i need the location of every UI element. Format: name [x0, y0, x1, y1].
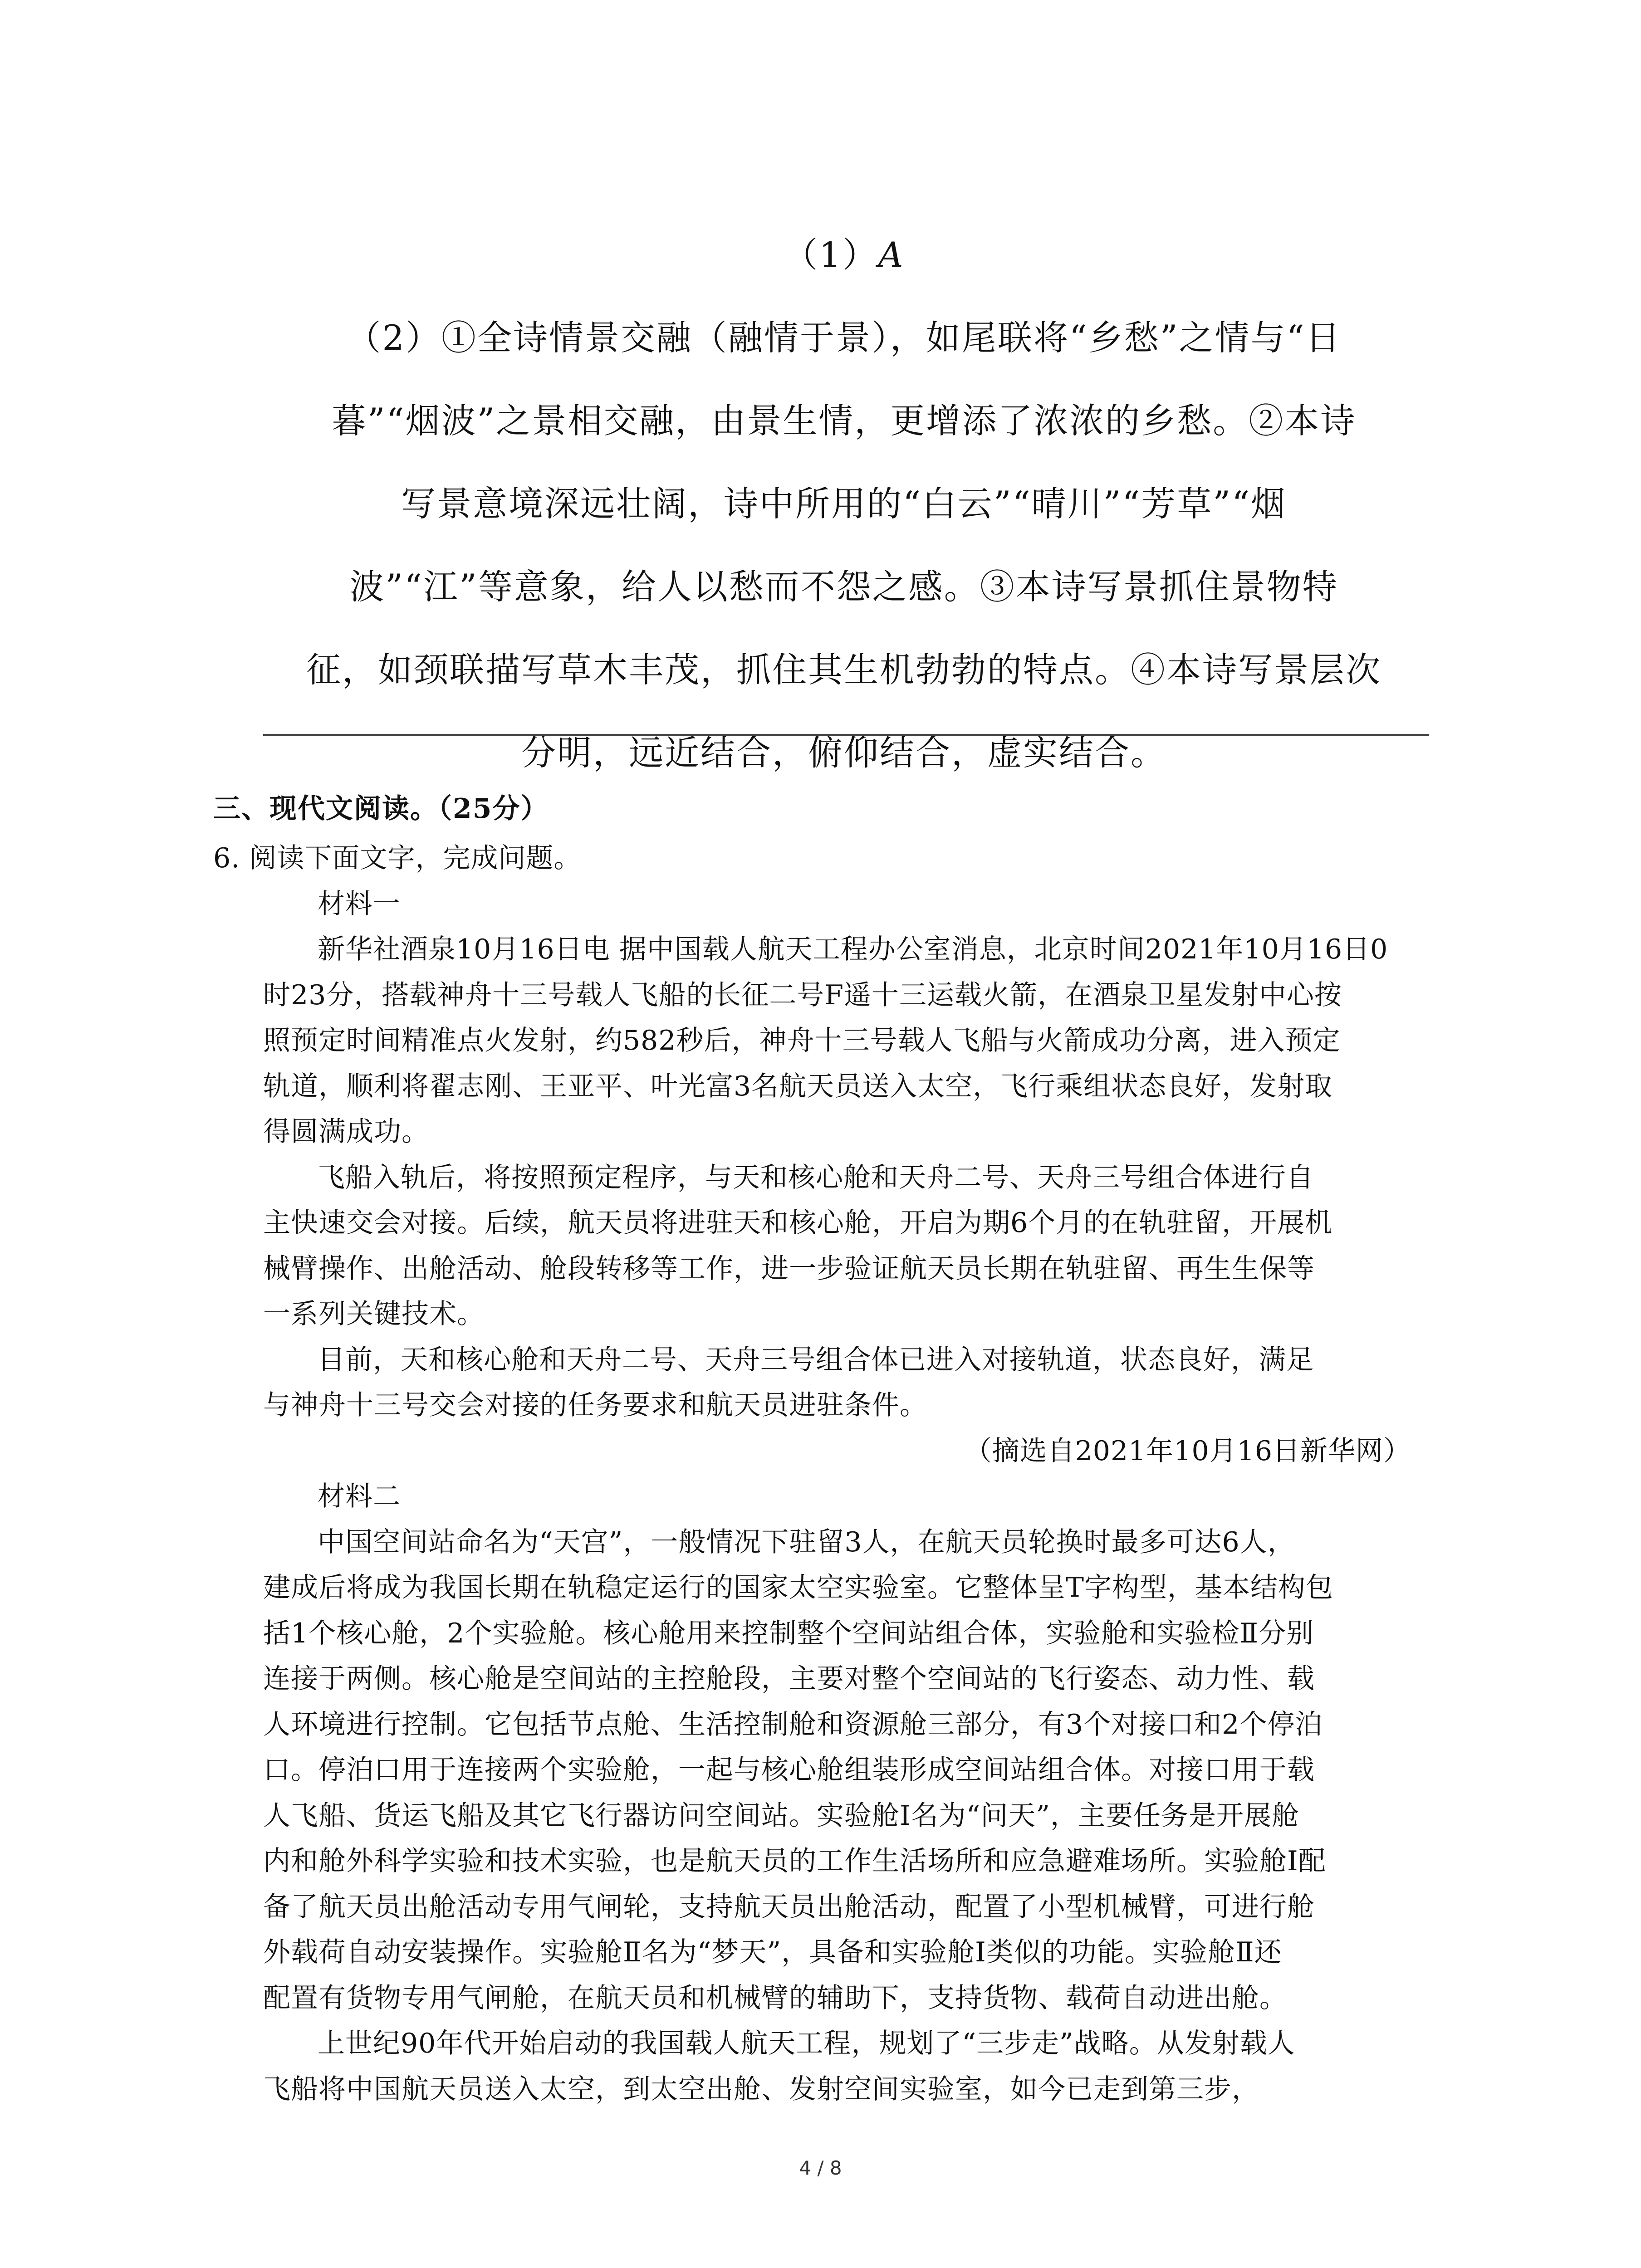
material-1-source: （摘选自2021年10月16日新华网） — [964, 1435, 1411, 1467]
text-line: 内和舱外科学实验和技术实验，也是航天员的工作生活场所和应急避难场所。实验舱I配 — [263, 1845, 1326, 1877]
text-line: 上世纪90年代开始启动的我国载人航天工程，规划了“三步走”战略。从发射载人 — [318, 2028, 1295, 2059]
answer-1-letter: A — [878, 235, 905, 275]
answer-line: 暮”“烟波”之景相交融，由景生情，更增添了浓浓的乡愁。②本诗 — [331, 401, 1357, 441]
question-intro: 6. 阅读下面文字，完成问题。 — [213, 842, 582, 874]
text-line: 备了航天员出舱活动专用气闸轮，支持航天员出舱活动，配置了小型机械臂，可进行舱 — [263, 1891, 1315, 1923]
text-line: 轨道，顺利将翟志刚、王亚平、叶光富3名航天员送入太空，飞行乘组状态良好，发射取 — [263, 1070, 1333, 1102]
text-line: 目前，天和核心舱和天舟二号、天舟三号组合体已进入对接轨道，状态良好，满足 — [318, 1344, 1314, 1376]
text-line: 械臂操作、出舱活动、舱段转移等工作，进一步验证航天员长期在轨驻留、再生生保等 — [263, 1252, 1315, 1285]
text-line: 外载荷自动安装操作。实验舱Ⅱ名为“梦天”，具备和实验舱I类似的功能。实验舱Ⅱ还 — [263, 1936, 1282, 1968]
text-line: 人飞船、货运飞船及其它飞行器访问空间站。实验舱I名为“问天”，主要任务是开展舱 — [263, 1799, 1300, 1832]
answer-1-prefix: （1） — [783, 235, 878, 275]
text-line: 连接于两侧。核心舱是空间站的主控舱段，主要对整个空间站的飞行姿态、动力性、载 — [263, 1663, 1315, 1695]
answer-line: 分明，远近结合，俯仰结合，虚实结合。 — [521, 733, 1166, 773]
text-line: 一系列关键技术。 — [263, 1298, 485, 1330]
material-2-label: 材料二 — [318, 1481, 401, 1512]
text-line: 飞船入轨后，将按照预定程序，与天和核心舱和天舟二号、天舟三号组合体进行自 — [318, 1161, 1314, 1193]
text-line: 建成后将成为我国长期在轨稳定运行的国家太空实验室。它整体呈T字构型，基本结构包 — [263, 1572, 1334, 1603]
text-line: 得圆满成功。 — [263, 1116, 429, 1148]
text-line: 口。停泊口用于连接两个实验舱，一起与核心舱组装形成空间站组合体。对接口用于载 — [263, 1754, 1315, 1786]
text-line: 配置有货物专用气闸舱，在航天员和机械臂的辅助下，支持货物、载荷自动进出舱。 — [263, 1982, 1287, 2014]
section-title: 三、现代文阅读。（25分） — [213, 793, 549, 825]
text-line: 飞船将中国航天员送入太空，到太空出舱、发射空间实验室，如今已走到第三步， — [263, 2073, 1259, 2105]
answer-line: 写景意境深远壮阔，诗中所用的“白云”“晴川”“芳草”“烟 — [401, 484, 1287, 524]
text-line: 新华社酒泉10月16日电 据中国载人航天工程办公室消息，北京时间2021年10月16日0 — [318, 934, 1388, 965]
text-line: 时23分，搭载神舟十三号载人飞船的长征二号F遥十三运载火箭，在酒泉卫星发射中心按 — [263, 979, 1342, 1011]
text-line: 主快速交会对接。后续，航天员将进驻天和核心舱，开启为期6个月的在轨驻留，开展机 — [263, 1207, 1333, 1239]
text-line: 人环境进行控制。它包括节点舱、生活控制舱和资源舱三部分，有3个对接口和2个停泊 — [263, 1708, 1323, 1740]
text-line: 照预定时间精准点火发射，约582秒后，神舟十三号载人飞船与火箭成功分离，进入预定 — [263, 1025, 1341, 1056]
answer-line: 波”“江”等意象，给人以愁而不怨之感。③本诗写景抓住景物特 — [349, 567, 1338, 607]
page-number: 4 / 8 — [799, 2157, 842, 2179]
divider-rule — [263, 734, 1429, 736]
text-line: 中国空间站命名为“天宫”，一般情况下驻留3人，在航天员轮换时最多可达6人， — [318, 1526, 1295, 1558]
text-line: 与神舟十三号交会对接的任务要求和航天员进驻条件。 — [263, 1389, 927, 1421]
material-1-label: 材料一 — [318, 888, 401, 920]
question-body — [213, 836, 1411, 2112]
text-line: 括1个核心舱，2个实验舱。核心舱用来控制整个空间站组合体，实验舱和实验检Ⅱ分别 — [263, 1617, 1314, 1649]
answer-line: （2）①全诗情景交融（融情于景），如尾联将“乡愁”之情与“日 — [346, 318, 1342, 358]
answer-line-1 — [263, 213, 1425, 296]
answer-block — [263, 213, 1425, 794]
answer-line: 征，如颈联描写草木丰茂，抓住其生机勃勃的特点。④本诗写景层次 — [306, 650, 1381, 690]
